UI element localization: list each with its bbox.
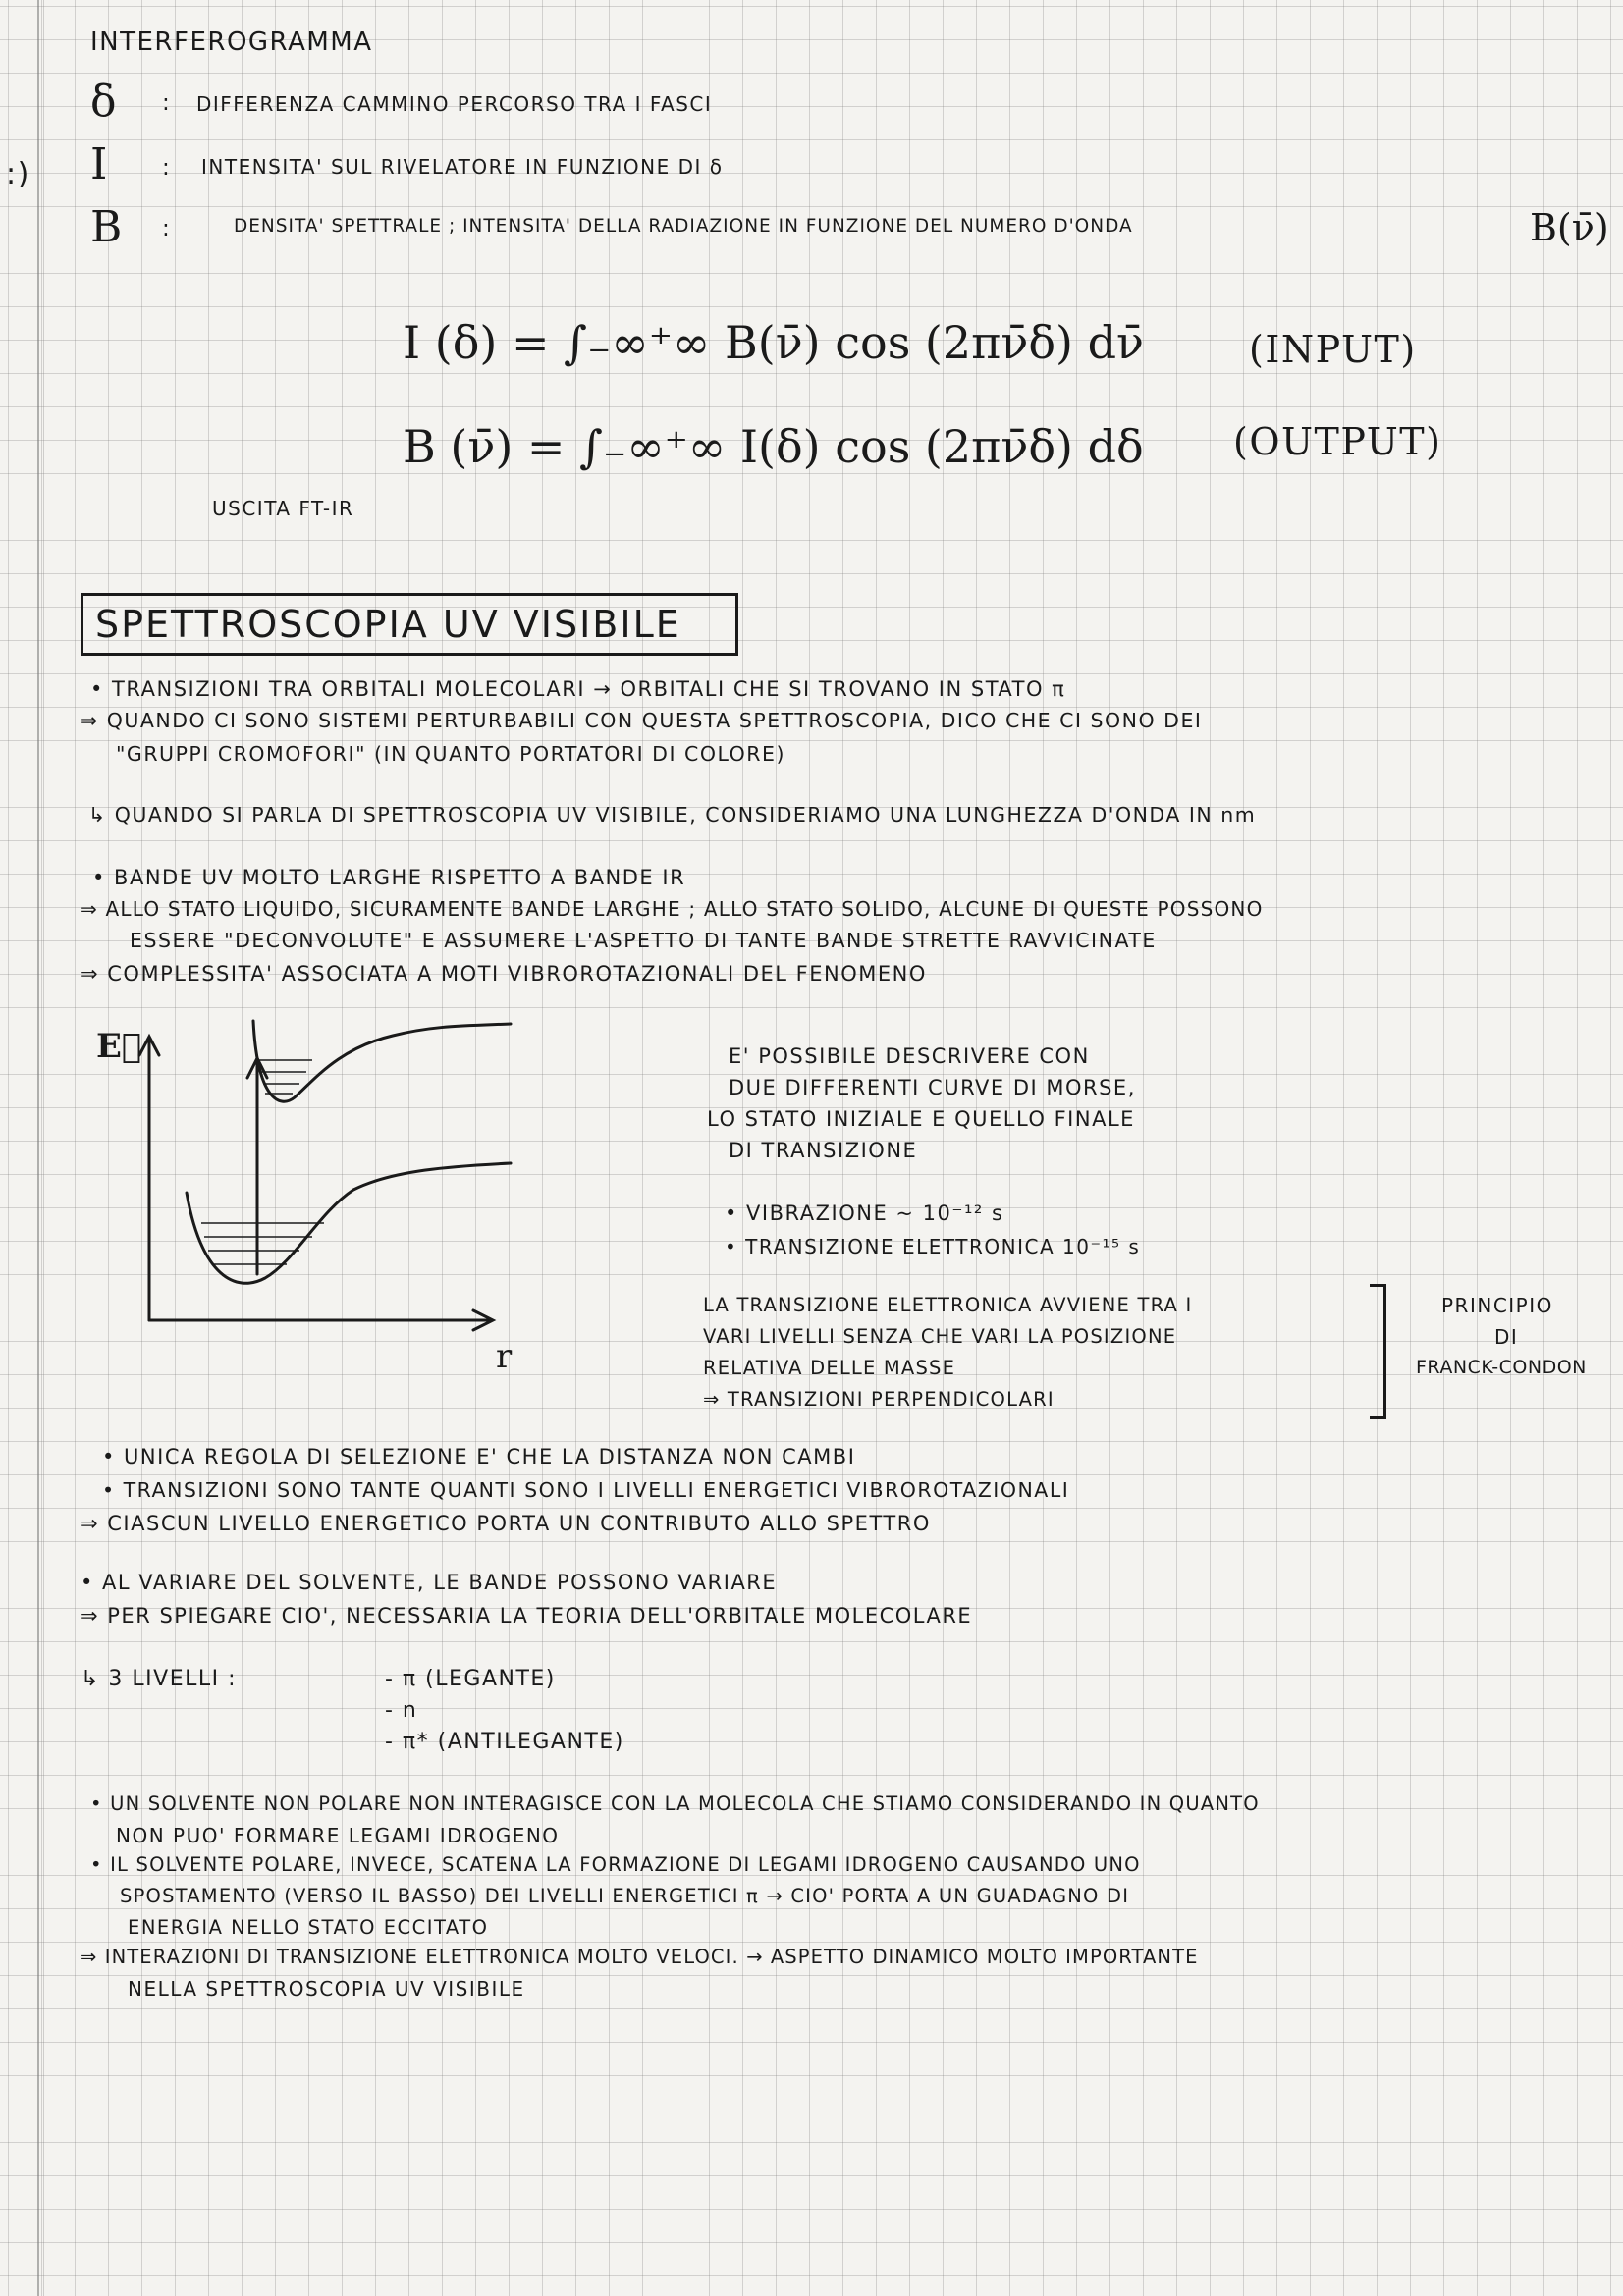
uv-line: ⇒ ALLO STATO LIQUIDO, SICURAMENTE BANDE LARGHE ; ALLO STATO SOLIDO, ALCUNE DI QUESTE POSSONO: [81, 897, 1264, 921]
fc-text: ⇒ TRANSIZIONI PERPENDICOLARI: [703, 1388, 1055, 1411]
solvent-line: NELLA SPETTROSCOPIA UV VISIBILE: [128, 1977, 525, 2001]
diagram-desc: LO STATO INIZIALE E QUELLO FINALE: [707, 1107, 1135, 1131]
section-title-uv: SPETTROSCOPIA UV VISIBILE: [81, 593, 738, 656]
time-electronic: • TRANSIZIONE ELETTRONICA 10⁻¹⁵ s: [725, 1235, 1141, 1258]
def-sep: :: [162, 216, 172, 241]
level-item: - π (LEGANTE): [385, 1667, 556, 1691]
fc-text: LA TRANSIZIONE ELETTRONICA AVVIENE TRA I: [703, 1294, 1193, 1316]
principle-label: FRANCK-CONDON: [1416, 1357, 1587, 1378]
label-output: (OUTPUT): [1233, 420, 1442, 463]
def-tail-b: B(ν̄): [1530, 206, 1609, 249]
upper-morse-curve: [253, 1021, 511, 1101]
def-sep: :: [162, 155, 172, 181]
solvent-line: • UN SOLVENTE NON POLARE NON INTERAGISCE CON LA MOLECOLA CHE STIAMO CONSIDERANDO IN QUANTO: [90, 1792, 1260, 1815]
section-title-interferogramma: INTERFEROGRAMMA: [90, 27, 373, 57]
def-symbol-delta: δ: [90, 77, 117, 127]
def-sep: :: [162, 90, 172, 116]
solvent-line: • IL SOLVENTE POLARE, INVECE, SCATENA LA FORMAZIONE DI LEGAMI IDROGENO CAUSANDO UNO: [90, 1853, 1141, 1876]
diagram-desc: DI TRANSIZIONE: [729, 1139, 918, 1162]
def-text-i: INTENSITA' SUL RIVELATORE IN FUNZIONE DI δ: [201, 155, 724, 179]
fc-text: RELATIVA DELLE MASSE: [703, 1357, 956, 1379]
franck-condon-bracket: [1370, 1284, 1386, 1419]
solvent-line: NON PUO' FORMARE LEGAMI IDROGENO: [116, 1824, 560, 1847]
diagram-x-label: r: [496, 1337, 514, 1376]
principle-label: PRINCIPIO: [1441, 1294, 1553, 1317]
level-item: - n: [385, 1698, 418, 1723]
diagram-desc: E' POSSIBILE DESCRIVERE CON: [729, 1044, 1090, 1068]
principle-label: DI: [1494, 1325, 1519, 1349]
level-item: - π* (ANTILEGANTE): [385, 1730, 624, 1754]
formula-input: I (δ) = ∫₋∞⁺∞ B(ν̄) cos (2πν̄δ) dν̄: [403, 316, 1145, 369]
diagram-y-label: E⃗: [96, 1027, 143, 1066]
rule-line: • UNICA REGOLA DI SELEZIONE E' CHE LA DISTANZA NON CAMBI: [102, 1445, 856, 1468]
note-ft-ir: USCITA FT-IR: [212, 497, 354, 520]
rule-line: • AL VARIARE DEL SOLVENTE, LE BANDE POSSONO VARIARE: [81, 1571, 778, 1594]
uv-line: ESSERE "DECONVOLUTE" E ASSUMERE L'ASPETTO DI TANTE BANDE STRETTE RAVVICINATE: [130, 929, 1157, 952]
def-symbol-b: B: [90, 202, 123, 252]
uv-line: ↳ QUANDO SI PARLA DI SPETTROSCOPIA UV VISIBILE, CONSIDERIAMO UNA LUNGHEZZA D'ONDA IN nm: [88, 803, 1257, 827]
rule-line: • TRANSIZIONI SONO TANTE QUANTI SONO I LIVELLI ENERGETICI VIBROROTAZIONALI: [102, 1478, 1070, 1502]
time-vibration: • VIBRAZIONE ~ 10⁻¹² s: [725, 1201, 1004, 1225]
uv-line: ⇒ QUANDO CI SONO SISTEMI PERTURBABILI CON QUESTA SPETTROSCOPIA, DICO CHE CI SONO DEI: [81, 709, 1203, 732]
diagram-desc: DUE DIFFERENTI CURVE DI MORSE,: [729, 1076, 1136, 1099]
def-text-delta: DIFFERENZA CAMMINO PERCORSO TRA I FASCI: [196, 92, 713, 116]
def-text-b: DENSITA' SPETTRALE ; INTENSITA' DELLA RADIAZIONE IN FUNZIONE DEL NUMERO D'ONDA: [234, 216, 1133, 237]
solvent-line: SPOSTAMENTO (VERSO IL BASSO) DEI LIVELLI ENERGETICI π → CIO' PORTA A UN GUADAGNO DI: [120, 1885, 1130, 1907]
label-input: (INPUT): [1249, 328, 1417, 371]
rule-line: ⇒ PER SPIEGARE CIO', NECESSARIA LA TEORIA DELL'ORBITALE MOLECOLARE: [81, 1604, 973, 1628]
levels-label: ↳ 3 LIVELLI :: [81, 1667, 238, 1691]
solvent-line: ⇒ INTERAZIONI DI TRANSIZIONE ELETTRONICA MOLTO VELOCI. → ASPETTO DINAMICO MOLTO IMPORTANTE: [81, 1946, 1199, 1968]
solvent-line: ENERGIA NELLO STATO ECCITATO: [128, 1916, 489, 1939]
rule-line: ⇒ CIASCUN LIVELLO ENERGETICO PORTA UN CONTRIBUTO ALLO SPETTRO: [81, 1512, 931, 1535]
fc-text: VARI LIVELLI SENZA CHE VARI LA POSIZIONE: [703, 1325, 1177, 1348]
uv-line: ⇒ COMPLESSITA' ASSOCIATA A MOTI VIBROROTAZIONALI DEL FENOMENO: [81, 962, 927, 986]
def-symbol-i: I: [90, 139, 108, 189]
uv-line: • BANDE UV MOLTO LARGHE RISPETTO A BANDE IR: [92, 866, 686, 889]
uv-line: • TRANSIZIONI TRA ORBITALI MOLECOLARI → ORBITALI CHE SI TROVANO IN STATO π: [90, 677, 1066, 701]
uv-line: "GRUPPI CROMOFORI" (IN QUANTO PORTATORI DI COLORE): [116, 742, 785, 766]
formula-output: B (ν̄) = ∫₋∞⁺∞ I(δ) cos (2πν̄δ) dδ: [403, 420, 1144, 473]
margin-smiley: :): [6, 157, 30, 191]
